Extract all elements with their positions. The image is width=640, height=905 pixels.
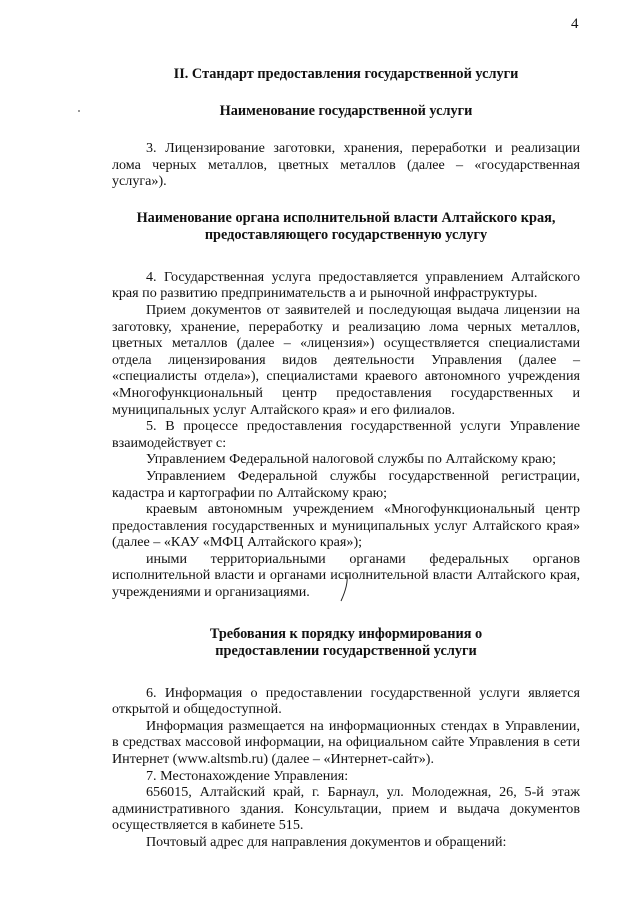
paragraph-6: 6. Информация о предоставлении государственной услуги является открытой и общедоступной.	[112, 684, 580, 718]
heading-informing-line-2: предоставлении государственной услуги	[215, 642, 477, 659]
paragraph-5-registration-service: Управлением Федеральной службы государственной регистрации, кадастра и картографии по Алтайскому краю;	[112, 467, 580, 501]
page-number: 4	[571, 16, 579, 32]
pen-mark	[338, 574, 350, 602]
paragraph-5-mfc: краевым автономным учреждением «Многофункциональный центр предоставления государственных и муниципальных услуг Алтайского края» (далее – «КАУ «МФЦ Алтайского края»);	[112, 501, 580, 551]
paragraph-5: 5. В процессе предоставления государственной услуги Управление взаимодействует с:	[112, 418, 580, 451]
paragraph-6-information: Информация размещается на информационных стендах в Управлении, в средствах массовой информации, на официальном сайте Управления в сети Интернет (www.altsmb.ru) (далее – «Интернет-сайт»).	[112, 717, 580, 768]
paragraph-5-other-bodies: иными территориальными органами федеральных органов исполнительной власти и органами исполнительной власти Алтайского края, учреждениями и организациями.	[112, 550, 580, 601]
paragraph-3: 3. Лицензирование заготовки, хранения, переработки и реализации лома черных металлов, цветных металлов (далее – «государственная услуга»).	[112, 140, 580, 190]
heading-service-name: Наименование государственной услуги	[219, 103, 473, 119]
paragraph-7: 7. Местонахождение Управления:	[146, 767, 349, 784]
heading-authority-line-2: предоставляющего государственную услугу	[204, 226, 488, 243]
paragraph-5-tax-service: Управлением Федеральной налоговой службы по Алтайскому краю;	[146, 451, 557, 468]
scan-speck	[78, 110, 80, 112]
heading-informing-line-1: Требования к порядку информирования о	[209, 625, 483, 642]
paragraph-4-documents: Прием документов от заявителей и последующая выдача лицензии на заготовку, хранение, переработку и реализацию лома черных металлов, цветных металлов (далее – «лицензия») осуществляется специалистами отдела лицензирования видов деятельности Управления (далее – «специалисты отдела»), специалистами краевого автономного учреждения «Многофункциональный центр предоставления государственных и муниципальных услуг Алтайского края» и его филиалов.	[112, 301, 580, 418]
heading-authority-line-1: Наименование органа исполнительной власти Алтайского края,	[136, 209, 556, 226]
paragraph-4: 4. Государственная услуга предоставляется управлением Алтайского края по развитию предпринимательств а и рыночной инфраструктуры.	[112, 268, 580, 302]
paragraph-7-postal: Почтовый адрес для направления документов и обращений:	[146, 834, 507, 850]
document-body	[112, 66, 580, 851]
paragraph-7-address: 656015, Алтайский край, г. Барнаул, ул. Молодежная, 26, 5-й этаж административного здания. Консультации, прием и выдача документов осуществляется в кабинете 515.	[112, 784, 580, 834]
section-title: II. Стандарт предоставления государственной услуги	[173, 66, 519, 82]
